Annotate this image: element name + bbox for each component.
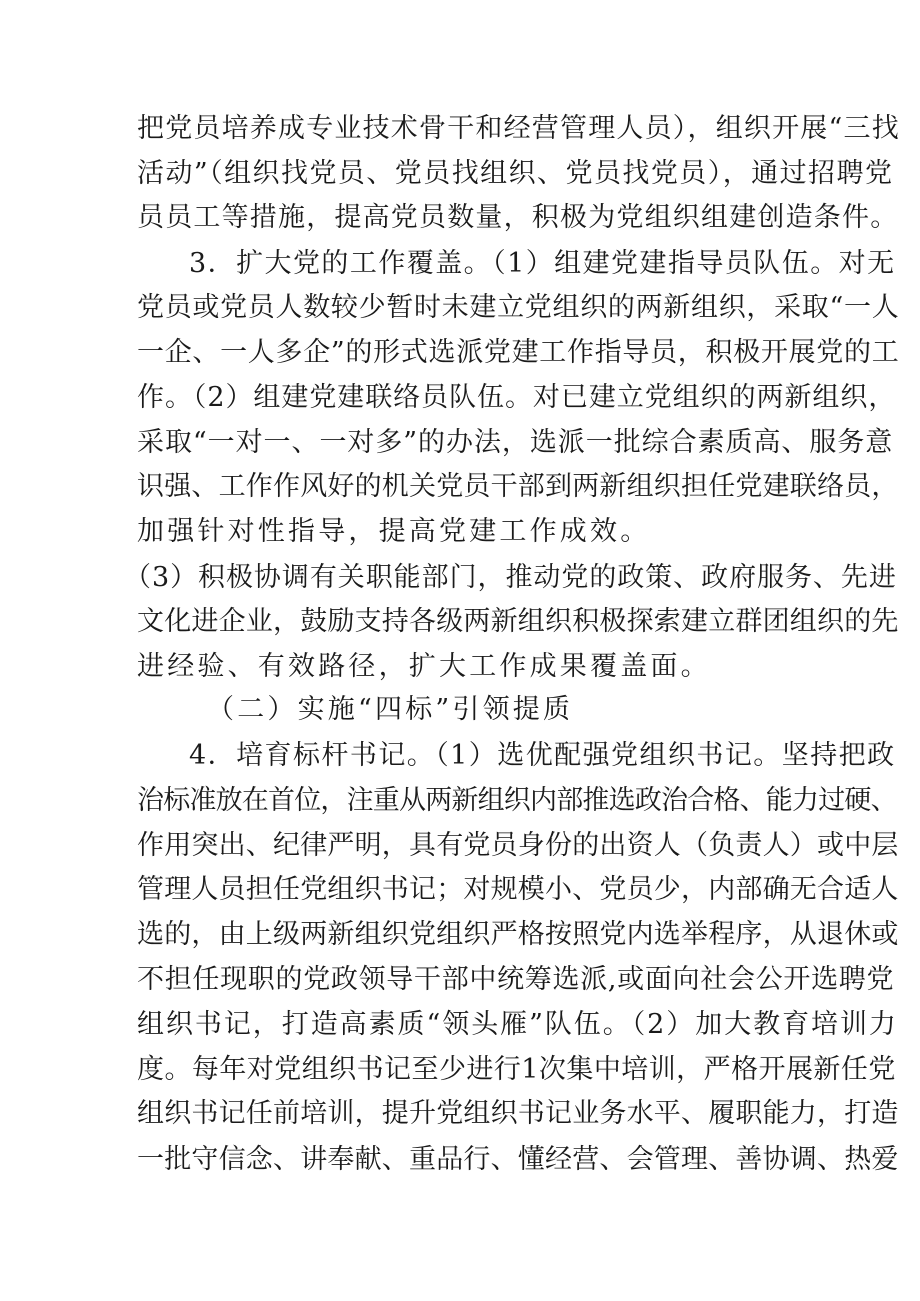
text-line: 进经验、有效路径，扩大工作成果覆盖面。 xyxy=(137,651,711,682)
text-line: 活动”（组织找党员、党员找组织、党员找党员），通过招聘党 xyxy=(137,158,894,189)
text-line: 采取“一对一、一对多”的办法，选派一批综合素质高、服务意 xyxy=(137,427,894,458)
text-line: 作。（2）组建党建联络员队伍。对已建立党组织的两新组织， xyxy=(137,382,897,413)
text-line: 一批守信念、讲奉献、重品行、懂经营、会管理、善协调、热爱 xyxy=(137,1144,899,1175)
text-line: 加强针对性指导，提高党建工作成效。 xyxy=(137,516,651,547)
text-line: 选的，由上级两新组织党组织严格按照党内选举程序，从退休或 xyxy=(137,919,899,950)
text-line: 3．扩大党的工作覆盖。（1）组建党建指导员队伍。对无 xyxy=(189,248,896,279)
text-line: 党员或党员人数较少暂时未建立党组织的两新组织，采取“一人 xyxy=(137,292,900,323)
text-line: 不担任现职的党政领导干部中统筹选派,或面向社会公开选聘党 xyxy=(137,964,895,995)
text-line: 度。每年对党组织书记至少进行1次集中培训，严格开展新任党 xyxy=(137,1054,896,1085)
text-line: 4．培育标杆书记。（1）选优配强党组织书记。坚持把政 xyxy=(189,740,896,771)
text-line: 一企、一人多企”的形式选派党建工作指导员，积极开展党的工 xyxy=(137,337,900,368)
text-line: （3）积极协调有关职能部门，推动党的政策、政府服务、先进 xyxy=(124,562,897,593)
text-line: 文化进企业，鼓励支持各级两新组织积极探索建立群团组织的先 xyxy=(137,606,899,637)
section-heading: （二）实施“四标”引领提质 xyxy=(207,694,574,725)
text-line: 组织书记任前培训，提升党组织书记业务水平、履职能力，打造 xyxy=(137,1098,899,1129)
text-line: 识强、工作作风好的机关党员干部到两新组织担任党建联络员， xyxy=(137,471,899,502)
text-line: 把党员培养成专业技术骨干和经营管理人员），组织开展“三找 xyxy=(137,113,900,144)
text-line: 员员工等措施，提高党员数量，积极为党组织组建创造条件。 xyxy=(137,202,899,233)
text-line: 作用突出、纪律严明，具有党员身份的出资人（负责人）或中层 xyxy=(137,830,899,861)
text-line: 管理人员担任党组织书记；对规模小、党员少，内部确无合适人 xyxy=(137,874,899,905)
text-line: 组织书记，打造高素质“领头雁”队伍。（2）加大教育培训力 xyxy=(137,1009,898,1040)
text-line: 治标准放在首位，注重从两新组织内部推选政治合格、能力过硬、 xyxy=(137,785,897,816)
